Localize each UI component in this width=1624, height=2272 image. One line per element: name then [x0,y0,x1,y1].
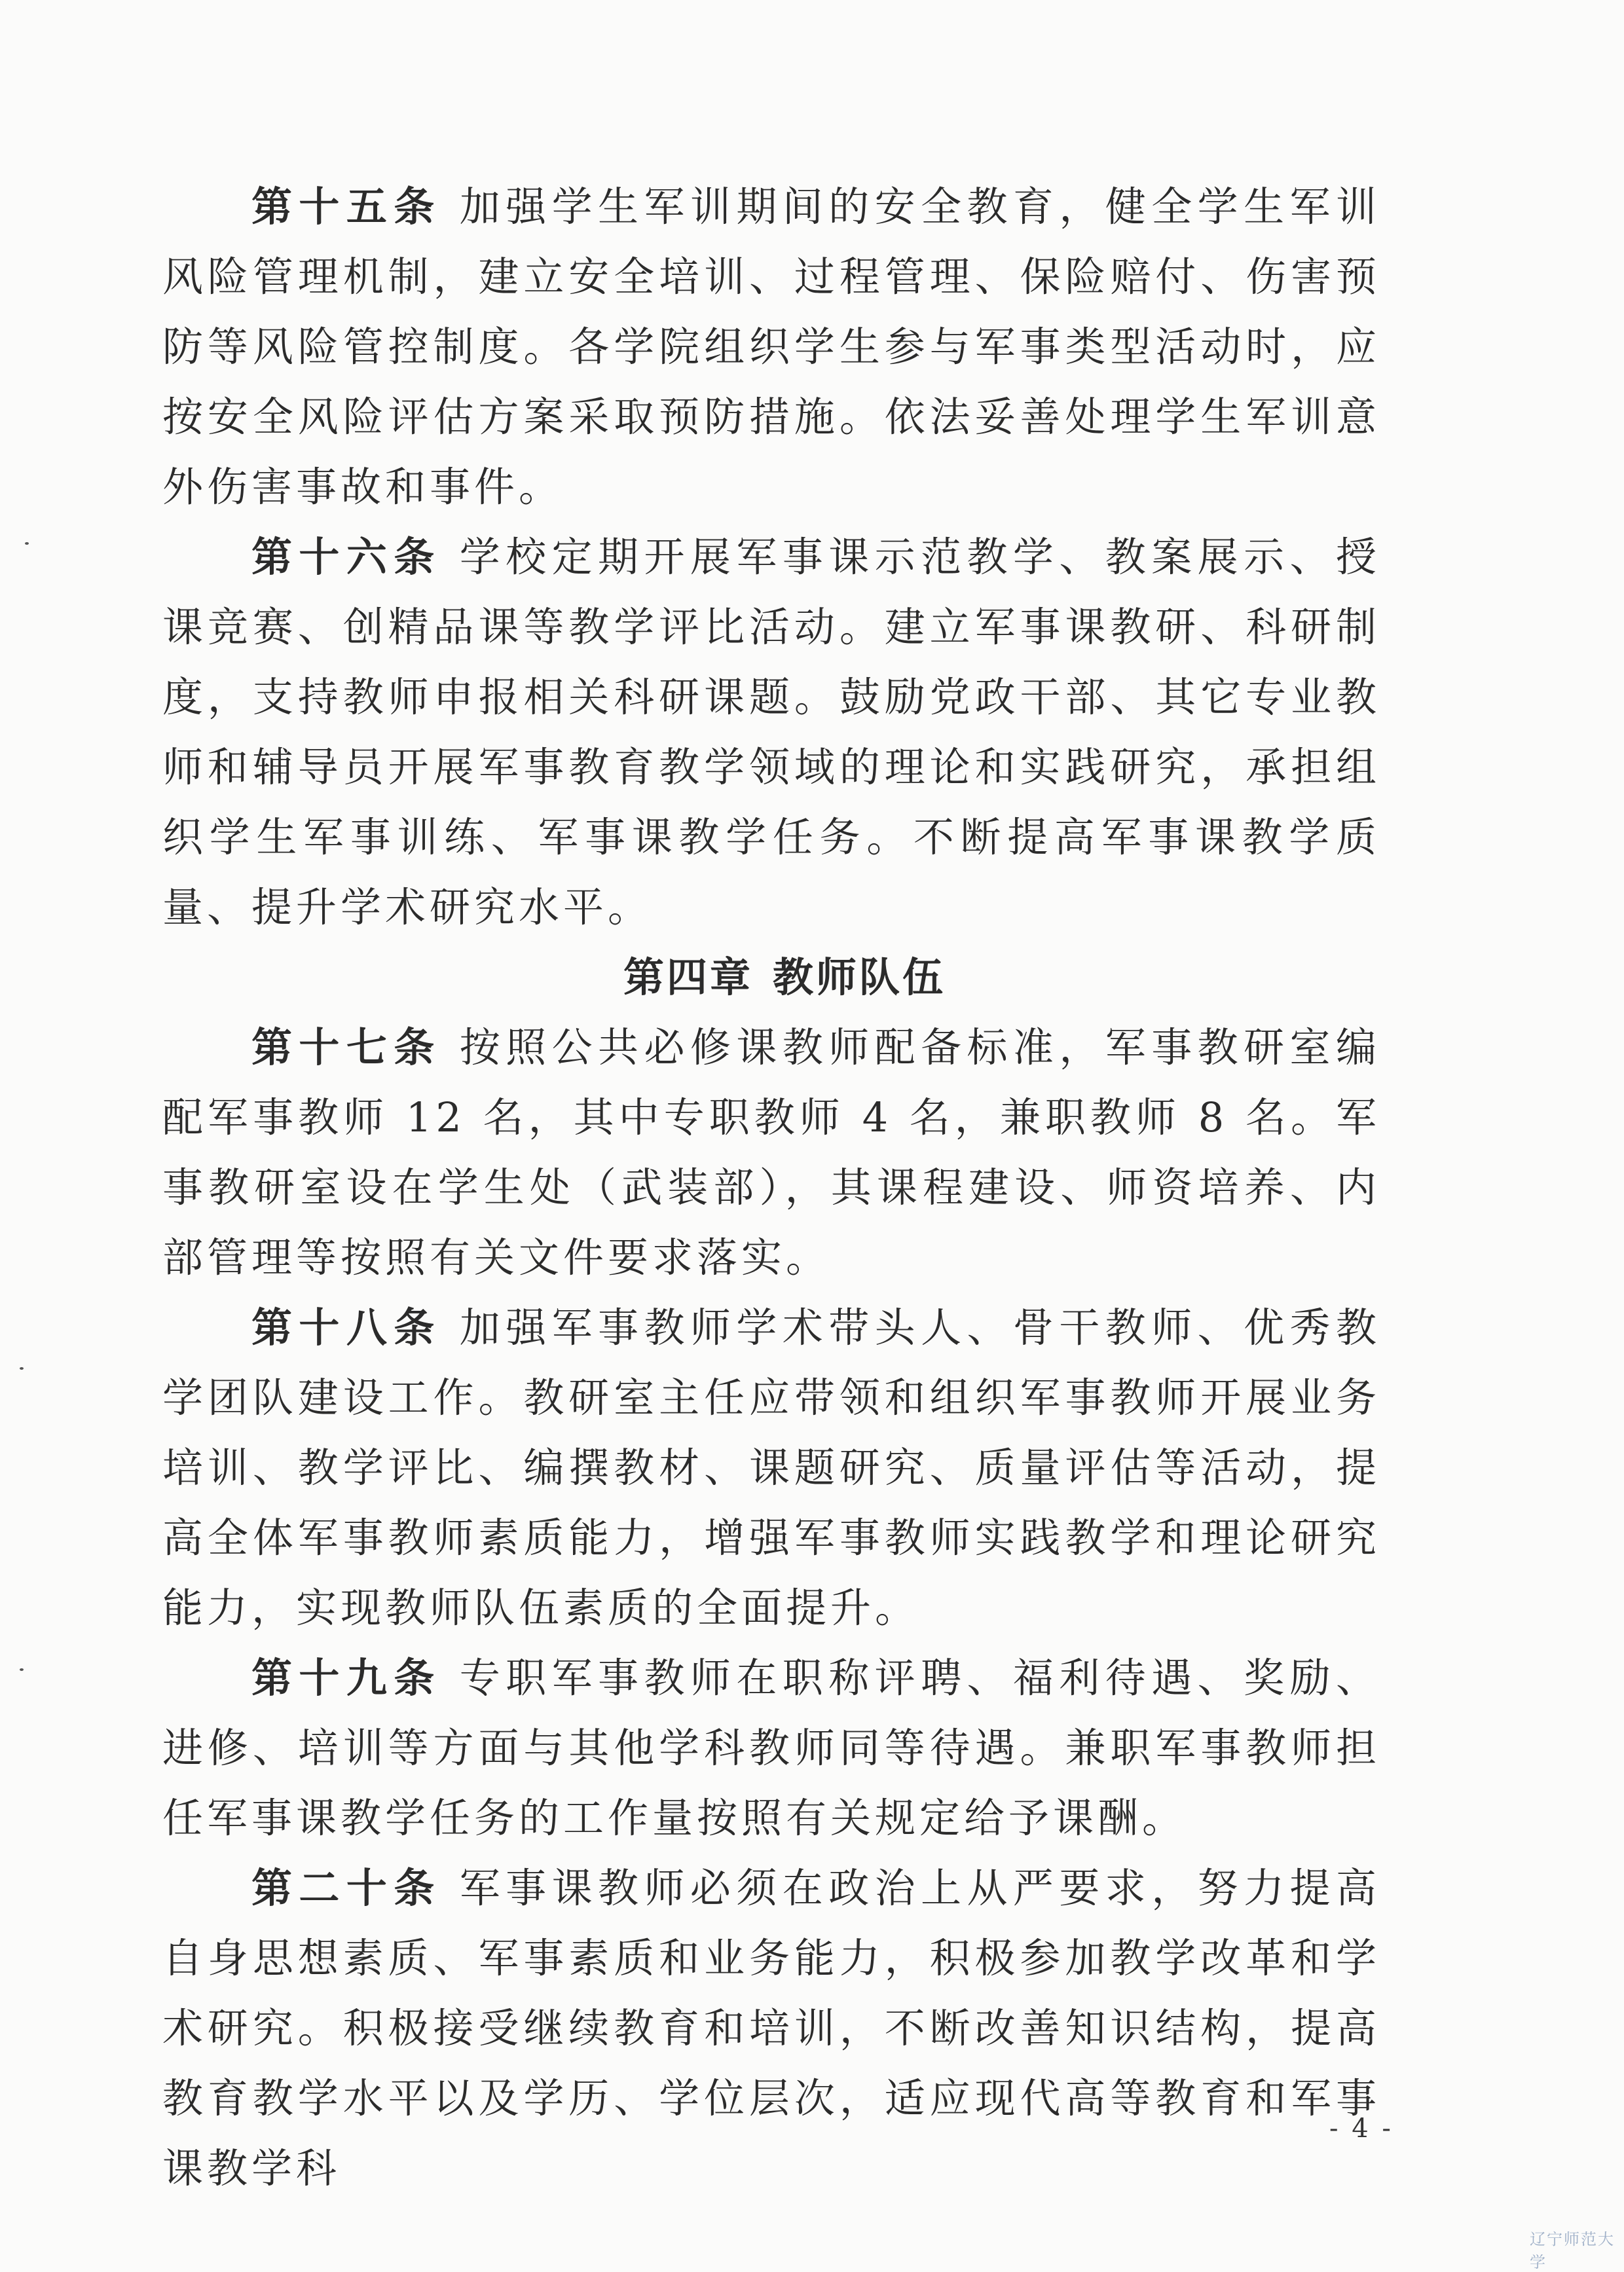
page-number: - 4 - [1329,2114,1393,2144]
article-text: 加强学生军训期间的安全教育，健全学生军训风险管理机制，建立安全培训、过程管理、保险赔付、伤害预防等风险管控制度。各学院组织学生参与军事类型活动时，应按安全风险评估方案采取预防措施。依法妥善处理学生军训意外伤害事故和事件。 [162,183,1380,511]
article-19 [162,1643,1380,1853]
article-15 [162,172,1380,522]
article-number: 第十五条 [251,183,441,230]
article-20 [162,1853,1380,2203]
article-number: 第二十条 [251,1864,441,1912]
watermark-text: 辽宁师范大学 [1530,2230,1615,2271]
article-number: 第十六条 [251,533,441,581]
article-17 [162,1012,1380,1292]
article-text: 学校定期开展军事课示范教学、教案展示、授课竞赛、创精品课等教学评比活动。建立军事课教研、科研制度，支持教师申报相关科研课题。鼓励党政干部、其它专业教师和辅导员开展军事教育教学领域的理论和实践研究，承担组织学生军事训练、军事课教学任务。不断提高军事课教学质量、提升学术研究水平。 [162,533,1380,931]
article-text: 专职军事教师在职称评聘、福利待遇、奖励、进修、培训等方面与其他学科教师同等待遇。兼职军事教师担任军事课教学任务的工作量按照有关规定给予课酬。 [162,1654,1380,1842]
article-16 [162,522,1380,942]
chapter-heading [162,942,1380,1012]
article-number: 第十九条 [251,1654,441,1702]
chapter-title: 教师队伍 [773,953,946,1001]
document-body [162,172,1380,2203]
article-18 [162,1292,1380,1643]
scan-speck [25,542,29,545]
scan-speck [20,1367,24,1370]
article-text: 加强军事教师学术带头人、骨干教师、优秀教学团队建设工作。教研室主任应带领和组织军事教师开展业务培训、教学评比、编撰教材、课题研究、质量评估等活动，提高全体军事教师素质能力，增强军事教师实践教学和理论研究能力，实现教师队伍素质的全面提升。 [162,1304,1380,1632]
article-number: 第十七条 [251,1023,441,1071]
scan-speck [20,1668,24,1671]
article-text: 军事课教师必须在政治上从严要求，努力提高自身思想素质、军事素质和业务能力，积极参加教学改革和学术研究。积极接受继续教育和培训，不断改善知识结构，提高教育教学水平以及学历、学位层次，适应现代高等教育和军事课教学科 [162,1864,1380,2192]
chapter-number: 第四章 [623,953,753,1001]
article-number: 第十八条 [251,1304,441,1351]
article-text: 按照公共必修课教师配备标准，军事教研室编配军事教师 12 名，其中专职教师 4 名，兼职教师 8 名。军事教研室设在学生处（武装部），其课程建设、师资培养、内部管理等按照有关文件要求落实。 [162,1023,1380,1281]
